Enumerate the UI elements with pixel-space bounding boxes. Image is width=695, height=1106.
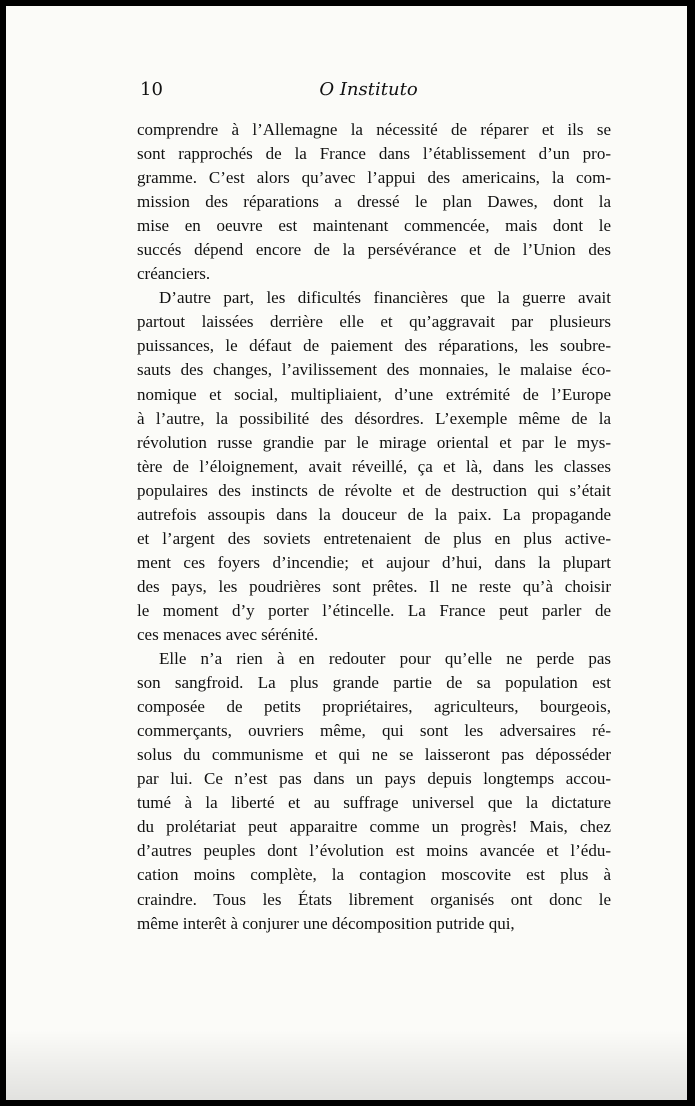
text-line: du prolétariat peut apparaitre comme un progrès! Mais, chez — [137, 817, 611, 837]
text-line: à l’autre, la possibilité des désordres. L’exemple même de la — [137, 408, 611, 428]
text-line: le moment d’y porter l’étincelle. La France peut parler de — [137, 600, 611, 620]
text-line: des pays, les poudrières sont prêtes. Il ne reste qu’à choisir — [137, 576, 611, 596]
text-line: solus du communisme et qui ne se laisseront pas déposséder — [137, 745, 611, 765]
text-line: autrefois assoupis dans la douceur de la paix. La propagande — [137, 504, 611, 524]
text-line: et l’argent des soviets entretenaient de plus en plus active- — [137, 528, 611, 548]
text-line: composée de petits propriétaires, agriculteurs, bourgeois, — [137, 697, 611, 717]
text-line: sauts des changes, l’avilissement des monnaies, le malaise éco- — [137, 360, 611, 380]
text-line: même interêt à conjurer une décomposition putride qui, — [137, 913, 515, 933]
text-line: d’autres peuples dont l’évolution est moins avancée et l’édu- — [137, 841, 611, 861]
text-line: sont rapprochés de la France dans l’établissement d’un pro- — [137, 144, 611, 164]
text-line: ces menaces avec sérénité. — [137, 624, 319, 644]
text-line: craindre. Tous les États librement organisés ont donc le — [137, 889, 611, 909]
text-line: créanciers. — [137, 264, 211, 284]
text-line: comprendre à l’Allemagne la nécessité de réparer et ils se — [137, 120, 611, 139]
running-title: O Instituto — [319, 79, 418, 100]
text-line: partout laissées derrière elle et qu’aggravait par plusieurs — [137, 312, 611, 332]
text-line: révolution russe grandie par le mirage oriental et par le mys- — [137, 432, 611, 452]
text-line: nomique et social, multipliaient, d’une extrémité de l’Europe — [137, 384, 611, 404]
text-line: succés dépend encore de la persévérance et de l’Union des — [137, 240, 611, 260]
text-line: mise en oeuvre est maintenant commencée, mais dont le — [137, 216, 611, 236]
text-line: par lui. Ce n’est pas dans un pays depuis longtemps accou- — [137, 769, 611, 789]
text-line: populaires des instincts de révolte et de destruction qui s’était — [137, 480, 611, 500]
text-line: cation moins complète, la contagion moscovite est plus à — [137, 865, 611, 885]
text-line: tumé à la liberté et au suffrage universel que la dictature — [137, 793, 611, 813]
text-line: son sangfroid. La plus grande partie de sa population est — [137, 673, 611, 693]
text-line: D’autre part, les dificultés financières que la guerre avait — [159, 288, 611, 308]
text-line: tère de l’éloignement, avait réveillé, ça et là, dans les classes — [137, 456, 611, 476]
text-line: ment ces foyers d’incendie; et aujour d’hui, dans la plupart — [137, 552, 611, 572]
paragraph — [137, 286, 611, 647]
paragraph — [137, 118, 611, 286]
page-header — [136, 79, 601, 105]
text-line: puissances, le défaut de paiement des réparations, les soubre- — [137, 336, 611, 356]
document-page — [6, 6, 687, 1100]
text-line: Elle n’a rien à en redouter pour qu’elle ne perde pas — [159, 649, 611, 669]
body-text — [137, 118, 611, 936]
text-line: mission des réparations a dressé le plan Dawes, dont la — [137, 192, 611, 212]
text-line: commerçants, ouvriers même, qui sont les adversaires ré- — [137, 721, 611, 741]
text-line: gramme. C’est alors qu’avec l’appui des americains, la com- — [137, 168, 611, 188]
page-number: 10 — [140, 79, 163, 100]
paragraph — [137, 647, 611, 936]
